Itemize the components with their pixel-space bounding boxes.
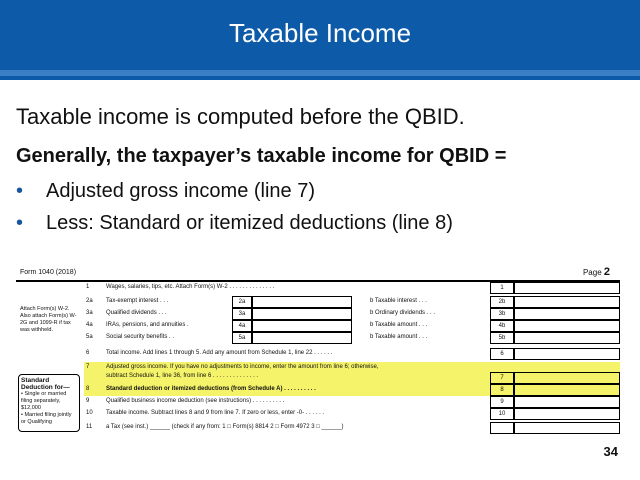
amount-field[interactable]: [514, 384, 620, 396]
bullet-icon: •: [16, 212, 24, 234]
form-line-1: [84, 282, 620, 294]
form-page: [583, 266, 610, 278]
slide-header: [0, 0, 640, 80]
intro-text: Taxable income is computed before the QBID.: [16, 104, 465, 129]
form-line-9: [84, 396, 620, 408]
form-line-8: [84, 384, 620, 396]
std-box-title: Standard Deduction for—: [21, 377, 70, 391]
std-box-item: • Single or married filing separately, $12,000: [21, 391, 67, 411]
line-ref: 8: [490, 384, 514, 396]
form-line-10: [84, 408, 620, 420]
line-ref: 7: [490, 372, 514, 384]
bullet-icon: •: [16, 180, 24, 202]
form-line-4a: [84, 320, 620, 332]
subline-field[interactable]: [252, 320, 352, 332]
subline-b-label: b Taxable interest . . .: [370, 298, 427, 304]
bullet-text: Less: Standard or itemized deductions (line 8): [46, 212, 453, 234]
line-text: IRAs, pensions, and annuities .: [106, 322, 189, 328]
subline-label: 2a: [232, 296, 252, 308]
slide-page-number: 34: [603, 444, 618, 459]
line-number: 11: [86, 424, 93, 430]
line-number: 5a: [86, 334, 93, 340]
line-text: Social security benefits . .: [106, 334, 175, 340]
line-text: Tax-exempt interest . . .: [106, 298, 169, 304]
amount-field[interactable]: [514, 332, 620, 344]
amount-field[interactable]: [514, 308, 620, 320]
line-ref: 5b: [490, 332, 514, 344]
form-header: [16, 266, 620, 282]
line-text: Wages, salaries, tips, etc. Attach Form(s) W-2 . . . . . . . . . . . . . .: [106, 284, 275, 290]
line-ref: 9: [490, 396, 514, 408]
std-box-item: • Married filing jointly or Qualifying: [21, 412, 72, 425]
amount-field[interactable]: [514, 348, 620, 360]
subline-b-label: b Taxable amount . . .: [370, 322, 428, 328]
line-text: Adjusted gross income. If you have no adjustments to income, enter the amount from line 6; otherwise,: [106, 364, 379, 370]
form-line-7: [84, 362, 620, 384]
amount-field[interactable]: [514, 282, 620, 294]
line-text-cont: subtract Schedule 1, line 36, from line 6 . . . . . . . . . . . . . .: [106, 373, 259, 379]
line-ref: [490, 422, 514, 434]
line-number: 9: [86, 398, 90, 404]
attach-note: Attach Form(s) W-2. Also attach Form(s) W-2G and 1099-R if tax was withheld.: [20, 306, 77, 333]
subline-field[interactable]: [252, 308, 352, 320]
line-text: Qualified business income deduction (see instructions) . . . . . . . . . .: [106, 398, 285, 404]
subline-label: 4a: [232, 320, 252, 332]
line-ref: 10: [490, 408, 514, 420]
line-number: 7: [86, 364, 90, 370]
form-line-6: [84, 348, 620, 360]
formula-heading: Generally, the taxpayer’s taxable income for QBID =: [16, 145, 507, 167]
line-text: Qualified dividends . . .: [106, 310, 167, 316]
line-number: 8: [86, 386, 90, 392]
form-title: Form 1040 (2018): [20, 269, 77, 276]
line-ref: 3b: [490, 308, 514, 320]
amount-field[interactable]: [514, 372, 620, 384]
line-text: a Tax (see inst.) ______ (check if any from: 1 □ Form(s) 8814 2 □ Form 4972 3 □ ______): [106, 424, 344, 430]
subline-b-label: b Ordinary dividends . . .: [370, 310, 436, 316]
subline-label: 5a: [232, 332, 252, 344]
amount-field[interactable]: [514, 408, 620, 420]
bullet-item: [16, 180, 315, 203]
subline-field[interactable]: [252, 332, 352, 344]
line-number: 10: [86, 410, 93, 416]
line-ref: 1: [490, 282, 514, 294]
amount-field[interactable]: [514, 422, 620, 434]
line-ref: 6: [490, 348, 514, 360]
form-1040-excerpt: [16, 266, 620, 432]
line-number: 1: [86, 284, 90, 290]
form-line-2a: [84, 296, 620, 308]
subline-label: 3a: [232, 308, 252, 320]
form-line-5a: [84, 332, 620, 344]
subline-b-label: b Taxable amount . . .: [370, 334, 428, 340]
standard-deduction-box: [18, 374, 80, 432]
header-rule: [0, 70, 640, 76]
amount-field[interactable]: [514, 320, 620, 332]
form-line-11: [84, 422, 620, 434]
bullet-text: Adjusted gross income (line 7): [46, 180, 316, 202]
line-number: 2a: [86, 298, 93, 304]
line-number: 3a: [86, 310, 93, 316]
line-number: 4a: [86, 322, 93, 328]
amount-field[interactable]: [514, 296, 620, 308]
bullet-item: [16, 212, 453, 235]
line-text: Standard deduction or itemized deductions (from Schedule A) . . . . . . . . . .: [106, 386, 316, 392]
subline-field[interactable]: [252, 296, 352, 308]
page-label: Page: [582, 268, 602, 277]
line-ref: 2b: [490, 296, 514, 308]
line-ref: 4b: [490, 320, 514, 332]
amount-field[interactable]: [514, 396, 620, 408]
line-number: 6: [86, 350, 90, 356]
page-number: 2: [603, 266, 610, 278]
line-text: Total income. Add lines 1 through 5. Add any amount from Schedule 1, line 22 . . . . . .: [106, 350, 333, 356]
form-line-3a: [84, 308, 620, 320]
line-text: Taxable income. Subtract lines 8 and 9 from line 7. If zero or less, enter -0- . . . . . .: [106, 410, 325, 416]
slide-title: Taxable Income: [228, 18, 412, 48]
